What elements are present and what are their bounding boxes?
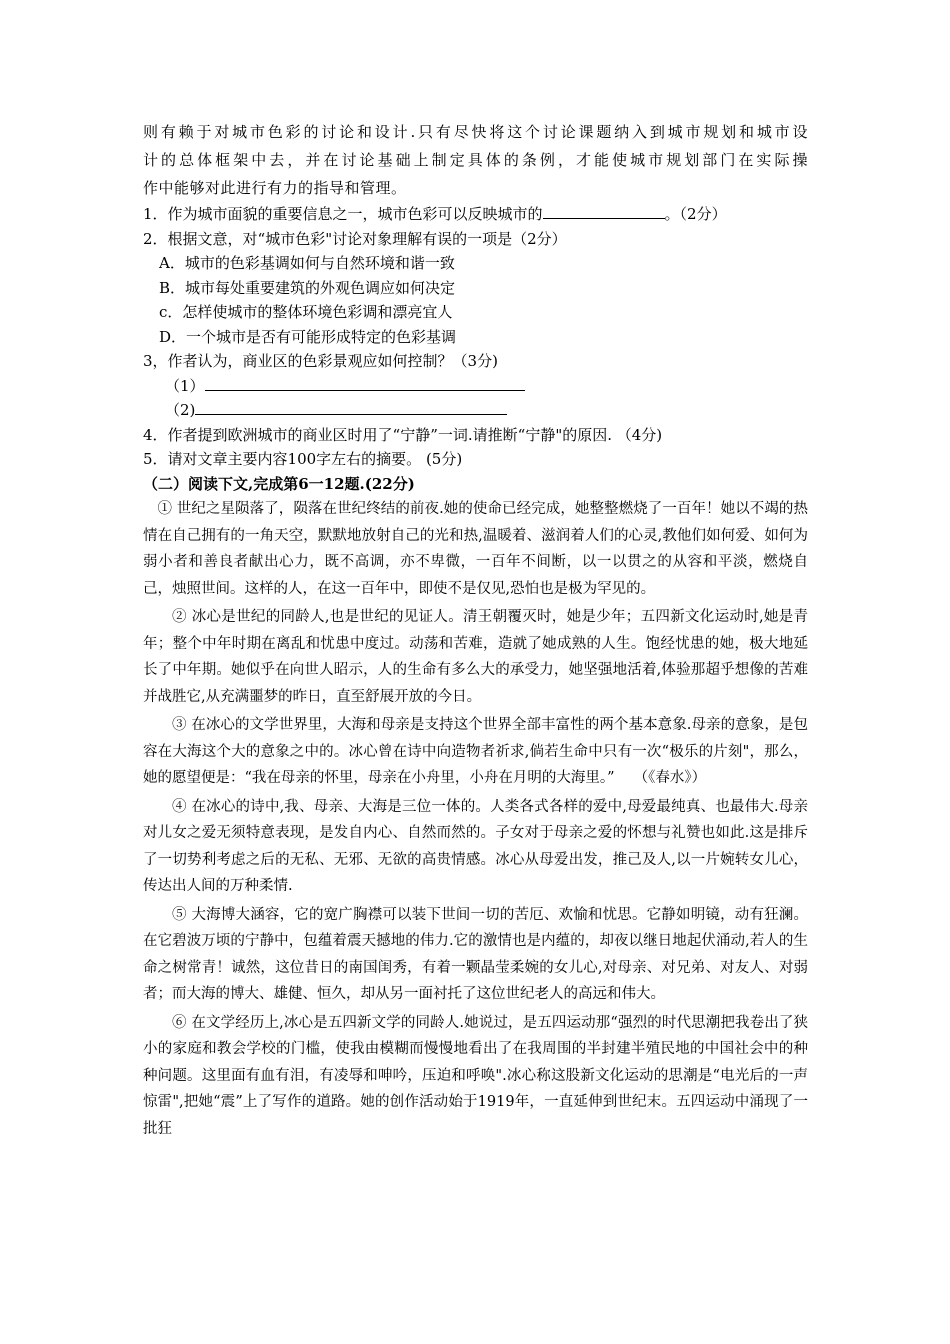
question-1-text: 1．作为城市面貌的重要信息之一，城市色彩可以反映城市的	[143, 205, 543, 223]
essay-paragraph-6: ⑥ 在文学经历上,冰心是五四新文学的同龄人.她说过，是五四运动那“强烈的时代思潮把我卷出了狭小的家庭和教会学校的门槛，使我由模糊而慢慢地看出了在我周围的半封建半殖民地的中国社会中的种种问题。这里面有血有泪，有凌辱和呻吟，压迫和呼唤".冰心称这股新文化运动的思潮是“电光后的一声惊雷",把她“震”上了写作的道路。她的创作活动始于1919年，一直延伸到世纪末。五四运动中涌现了一批狂	[143, 1014, 808, 1137]
essay-paragraph-3: ③ 在冰心的文学世界里，大海和母亲是支持这个世界全部丰富性的两个基本意象.母亲的意象，是包容在大海这个大的意象之中的。冰心曾在诗中向造物者祈求,倘若生命中只有一次“极乐的片刻"，那么，她的愿望便是：“我在母亲的怀里，母亲在小舟里，小舟在月明的大海里。” （《春水》）	[143, 717, 808, 786]
essay-body	[143, 496, 808, 1142]
question-3-answer-1-label: （1）	[165, 376, 205, 395]
question-3-answer-2	[143, 398, 808, 423]
question-3-answer-1-blank[interactable]	[205, 374, 525, 391]
intro-line-3: 作中能够对此进行有力的指导和管理。	[143, 179, 407, 197]
question-2-option-a: A．城市的色彩基调如何与自然环境和谐一致	[159, 254, 455, 272]
question-2-option-b: B．城市每处重要建筑的外观色调应如何决定	[159, 278, 456, 297]
question-1	[143, 202, 808, 227]
question-3-answer-2-blank[interactable]	[195, 398, 507, 415]
essay-paragraph-4: ④ 在冰心的诗中,我、母亲、大海是三位一体的。人类各式各样的爱中,母爱最纯真、也最伟大.母亲对儿女之爱无须特意表现，是发自内心、自然而然的。子女对于母亲之爱的怀想与礼赞也如此.这是排斥了一切势利考虑之后的无私、无邪、无欲的高贵情感。冰心从母爱出发，推己及人,以一片婉转女儿心，传达出人间的万种柔情.	[143, 798, 808, 894]
question-3-answer-2-label: （2)	[165, 401, 196, 419]
essay-paragraph-2: ② 冰心是世纪的同龄人,也是世纪的见证人。清王朝覆灭时，她是少年；五四新文化运动时,她是青年；整个中年时期在离乱和忧患中度过。动荡和苦难，造就了她成熟的人生。饱经忧患的她，极大地延长了中年期。她似乎在向世人昭示，人的生命有多么大的承受力，她坚强地活着,体验那超乎想像的苦难并战胜它,从充满噩梦的昨日，直至舒展开放的今日。	[143, 609, 808, 705]
intro-line-2: 计的总体框架中去，并在讨论基础上制定具体的条例，才能使城市规划部门在实际操	[143, 151, 808, 169]
question-2-option-d: D．一个城市是否有可能形成特定的色彩基调	[159, 327, 457, 346]
question-2-option-c: c．怎样使城市的整体环境色彩调和漂亮宜人	[159, 303, 453, 321]
essay-paragraph-5: ⑤ 大海博大涵容，它的宽广胸襟可以装下世间一切的苦厄、欢愉和忧思。它静如明镜，动有狂澜。在它碧波万顷的宁静中，包蕴着震天撼地的伟力.它的激情也是内蕴的，却夜以继日地起伏涌动,若人的生命之树常青！诚然，这位昔日的南国闺秀，有着一颗晶莹柔婉的女儿心,对母亲、对兄弟、对友人、对弱者；而大海的博大、雄健、恒久，却从另一面衬托了这位世纪老人的高远和伟大。	[143, 906, 808, 1002]
question-2: 2．根据文意，对“城市色彩"讨论对象理解有误的一项是（2分）	[143, 229, 567, 248]
question-5: 5．请对文章主要内容100字左右的摘要。 (5分)	[143, 450, 463, 468]
question-3-answer-1	[143, 374, 808, 399]
document-page	[143, 118, 808, 1144]
question-3: 3，作者认为，商业区的色彩景观应如何控制？（3分)	[143, 352, 498, 370]
question-1-tail: 。（2分）	[664, 205, 727, 223]
question-1-blank[interactable]	[543, 202, 665, 219]
intro-line-1: 则有赖于对城市色彩的讨论和设计.只有尽快将这个讨论课题纳入到城市规划和城市设	[143, 123, 808, 141]
section-2-title: （二）阅读下文,完成第6一12题.(22分)	[143, 474, 415, 493]
essay-paragraph-1: ① 世纪之星陨落了，陨落在世纪终结的前夜.她的使命已经完成，她整整燃烧了一百年！她以不竭的热情在自己拥有的一角天空，默默地放射自己的光和热,温暖着、滋润着人们的心灵,教他们如何爱、如何为弱小者和善良者献出心力，既不高调，亦不卑微，一百年不间断，以一以贯之的从容和平淡，燃烧自己，烛照世间。这样的人，在这一百年中，即使不是仅见,恐怕也是极为罕见的。	[143, 501, 808, 597]
question-4: 4．作者提到欧洲城市的商业区时用了“宁静”一词.请推断“宁静"的原因. （4分)	[143, 425, 663, 444]
intro-paragraph	[143, 118, 808, 202]
